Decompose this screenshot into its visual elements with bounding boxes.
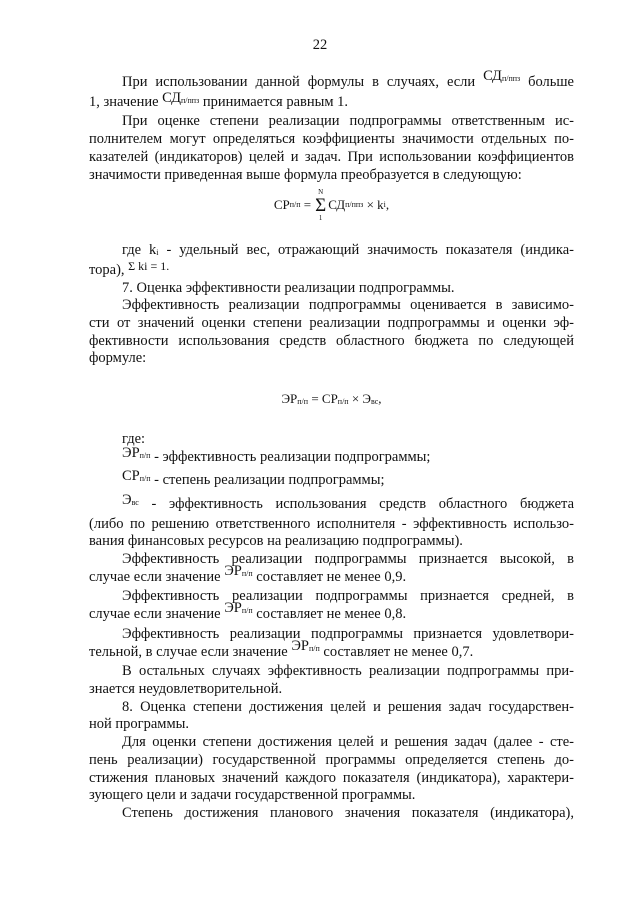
- paragraph-2-line-2: полнителем могут определяться коэффициенты значимости отдельных по-: [89, 131, 574, 148]
- paragraph-5-line-3: фективности использования средств областного бюджета по следующей: [89, 332, 574, 349]
- paragraph-5-line-2: сти от значений оценки степени реализации подпрограммы и оценки эф-: [89, 315, 574, 332]
- sigma-symbol: N Σ 1: [315, 187, 327, 222]
- paragraph-2-line-4: значимости приведенная выше формула преобразуется в следующую:: [89, 166, 522, 183]
- section-7-heading: 7. Оценка эффективности реализации подпрограммы.: [122, 279, 455, 296]
- medium-efficiency-line-1: Эффективность реализации подпрограммы признается средней, в: [122, 588, 574, 605]
- definition-er: $ЭР_{п/п}$ - эффективность реализации подпрограммы;: [122, 444, 431, 465]
- formula-weighted-sum: СР п/п = N Σ 1 СД п/ппз × k i ,: [273, 187, 390, 222]
- definition-e-line-1: $Э_{вс}$ - эффективность использования средств областного бюджета: [122, 491, 575, 512]
- definition-e-line-3: вания финансовых ресурсов на реализацию подпрограммы).: [89, 533, 463, 550]
- medium-efficiency-line-2: случае если значение $ЭР_{п/п}$ составляет не менее 0,8.: [89, 600, 407, 623]
- paragraph-1-line-2: 1, значение $СД_{п/ппз}$ принимается равным 1.: [89, 89, 349, 110]
- satisfactory-efficiency-line-1: Эффективность реализации подпрограммы признается удовлетвори-: [122, 625, 574, 642]
- document-body: [89, 68, 575, 823]
- definition-e-line-2: (либо по решению ответственного исполнителя - эффективность использо-: [89, 515, 574, 532]
- formula-efficiency: $ЭР_{п/п} = СР_{п/п} \times Э_{вс}$,: [281, 391, 382, 407]
- paragraph-10-line-1: Степень достижения планового значения показателя (индикатора),: [122, 804, 574, 821]
- definition-sr: $СР_{п/п}$ - степень реализации подпрограммы;: [122, 468, 385, 489]
- paragraph-9-line-1: Для оценки степени достижения целей и решения задач (далее - сте-: [122, 734, 574, 751]
- paragraph-1-line-1: При использовании данной формулы в случаях, если $СД_{п/ппз}$ больше: [122, 68, 574, 90]
- high-efficiency-line-1: Эффективность реализации подпрограммы признается высокой, в: [122, 551, 574, 568]
- paragraph-9-line-2: пень реализации) государственной программы определяется степень до-: [89, 751, 574, 768]
- paragraph-5-line-4: формуле:: [89, 350, 147, 367]
- section-8-heading-line-1: 8. Оценка степени достижения целей и решения задач государствен-: [122, 698, 574, 715]
- paragraph-3-line-1: где $k_i$ - удельный вес, отражающий значимость показателя (индика-: [122, 242, 575, 259]
- section-8-heading-line-2: ной программы.: [89, 716, 190, 733]
- paragraph-3-line-2: тора), $^{\Sigma ki = 1.}$: [89, 258, 170, 278]
- high-efficiency-line-2: случае если значение $ЭР_{п/п}$ составляет не менее 0,9.: [89, 562, 407, 585]
- paragraph-9-line-3: стижения плановых значений каждого показателя (индикатора), характери-: [89, 769, 574, 786]
- unsatisfactory-line-1: В остальных случаях эффективность реализации подпрограммы при-: [122, 663, 574, 680]
- paragraph-9-line-4: зующего цели и задачи государственной программы.: [89, 787, 416, 804]
- page-number: 22: [312, 37, 328, 53]
- paragraph-5-line-1: Эффективность реализации подпрограммы оценивается в зависимо-: [122, 297, 574, 314]
- where-label: где:: [122, 430, 146, 447]
- paragraph-2-line-1: При оценке степени реализации подпрограммы ответственным ис-: [122, 113, 574, 130]
- unsatisfactory-line-2: знается неудовлетворительной.: [89, 680, 283, 697]
- paragraph-2-line-3: казателей (индикаторов) целей и задач. При использовании коэффициентов: [89, 148, 574, 165]
- satisfactory-efficiency-line-2: тельной, в случае если значение $ЭР_{п/п}$ составляет не менее 0,7.: [89, 637, 474, 660]
